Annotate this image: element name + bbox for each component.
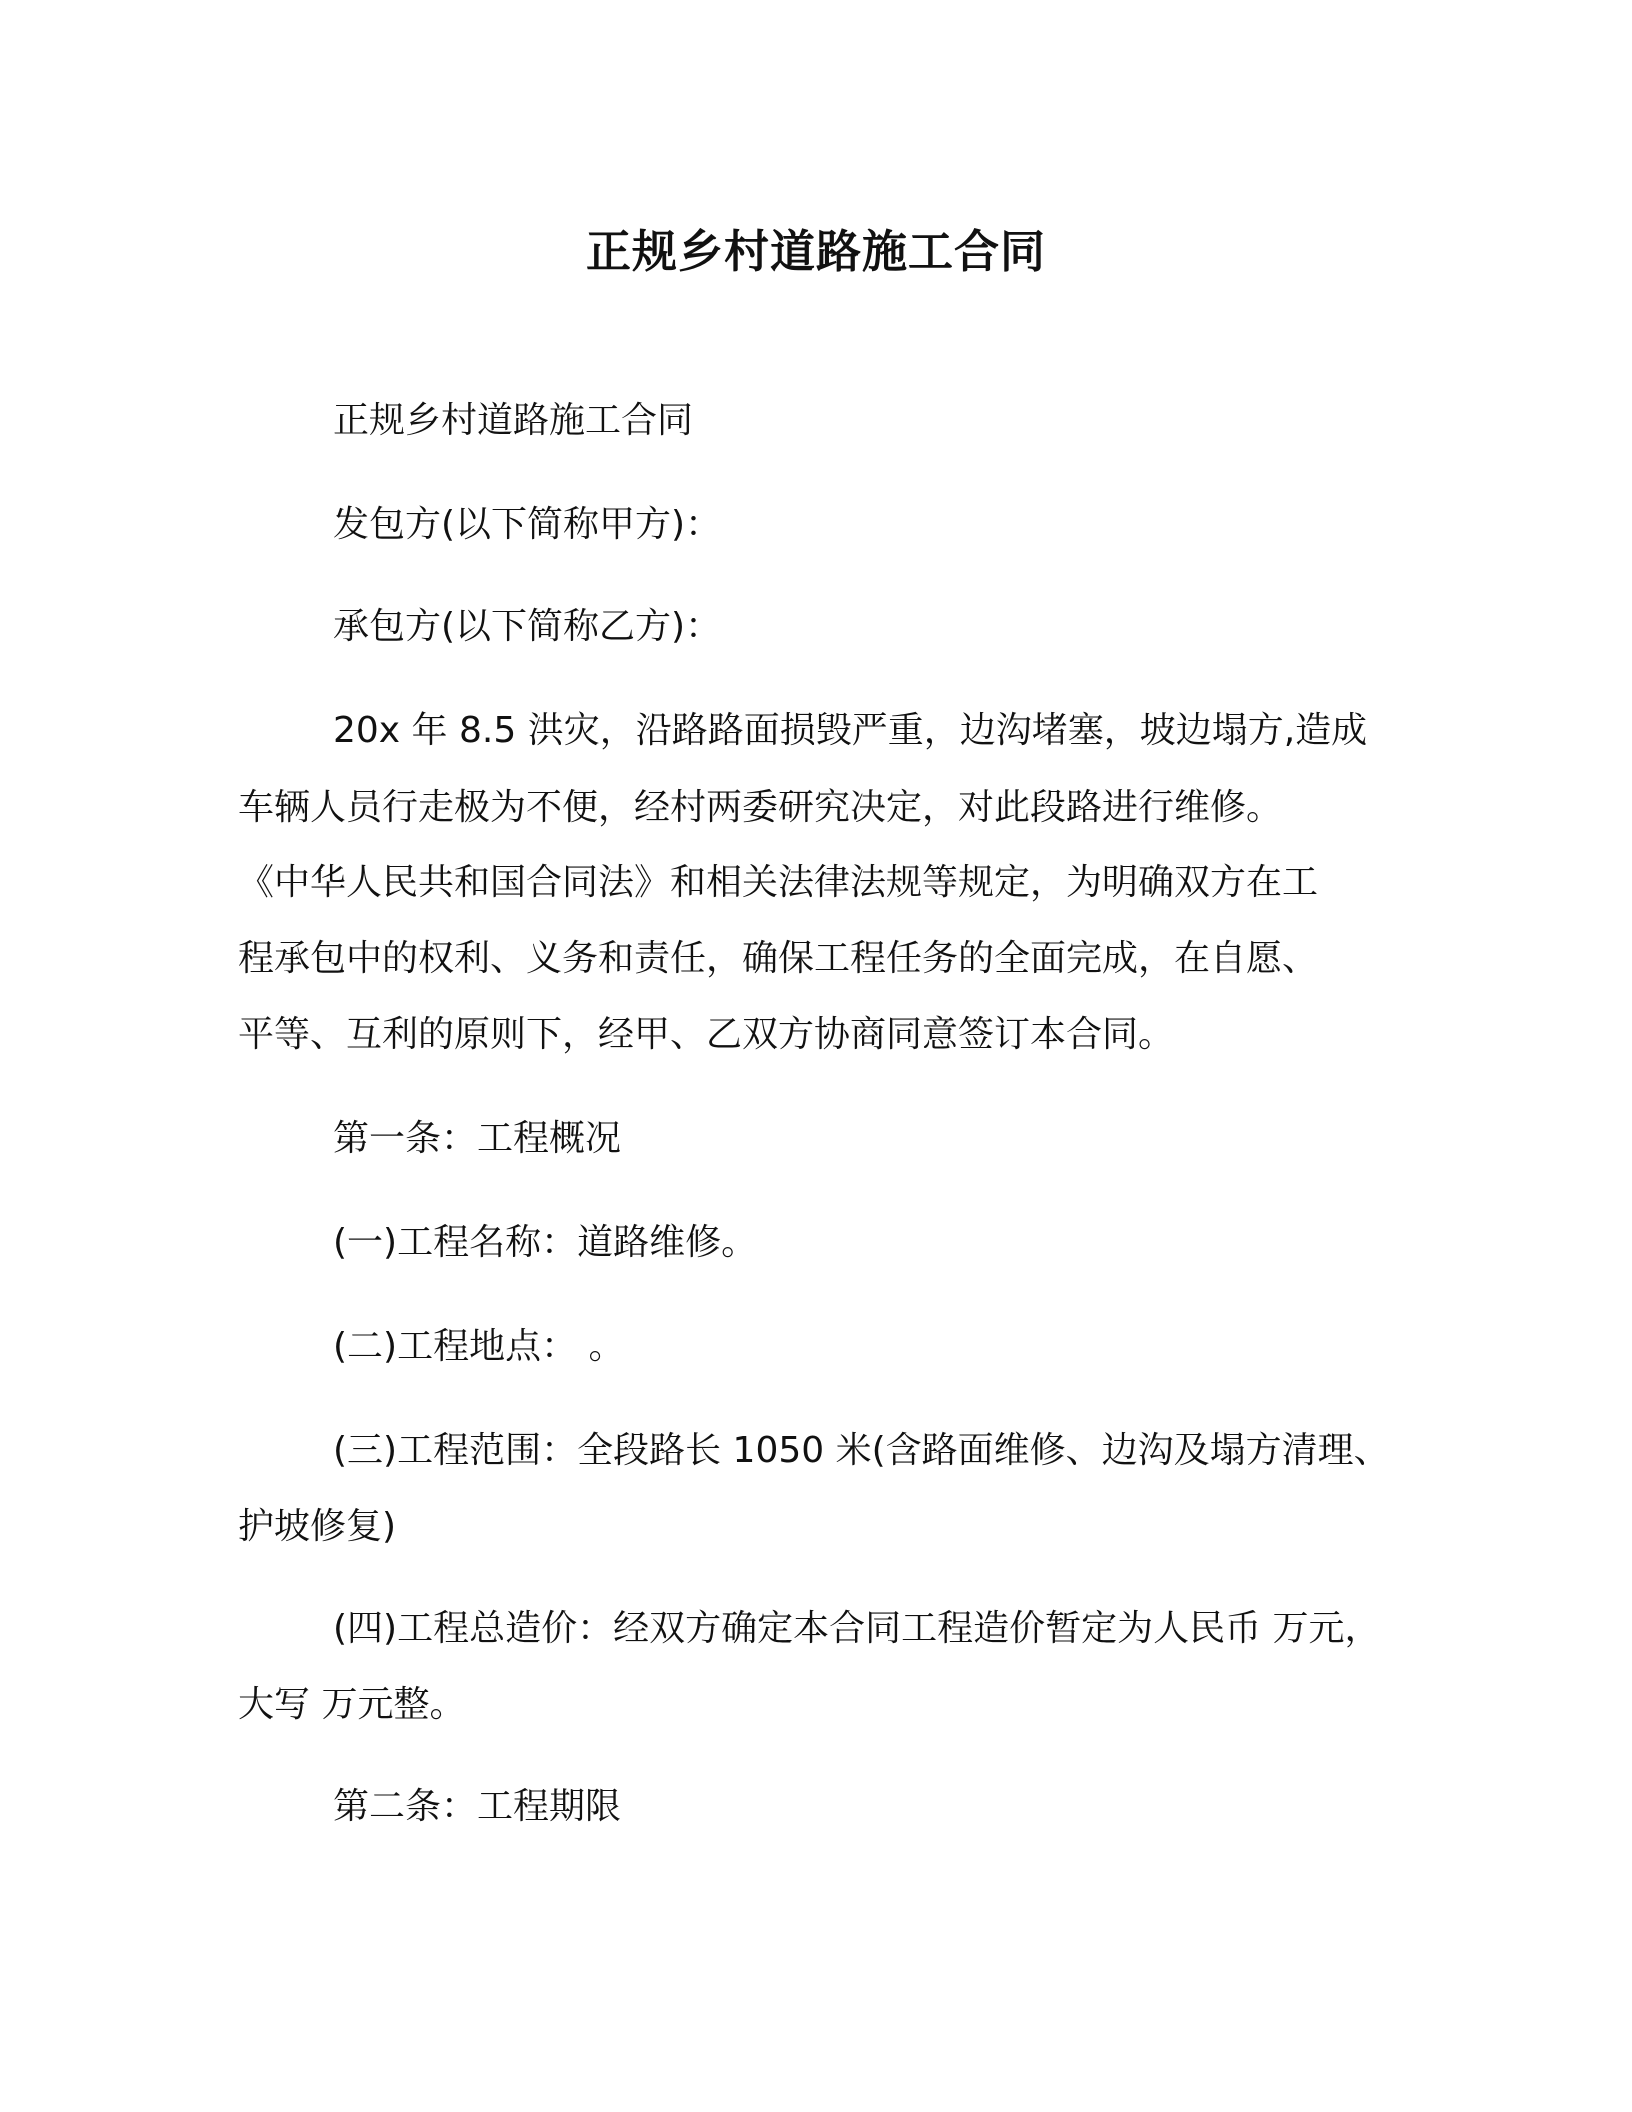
project-cost-line-1: (四)工程总造价：经双方确定本合同工程造价暂定为人民币 万元， (333, 1608, 1381, 1649)
background-paragraph-line-4: 程承包中的权利、义务和责任，确保工程任务的全面完成，在自愿、 (238, 938, 1319, 979)
project-scope-line-1: (三)工程范围：全段路长 1050 米(含路面维修、边沟及塌方清理、 (333, 1430, 1390, 1471)
background-paragraph-line-5: 平等、互利的原则下，经甲、乙双方协商同意签订本合同。 (238, 1014, 1175, 1055)
contract-heading: 正规乡村道路施工合同 (333, 400, 694, 441)
project-scope-line-2: 护坡修复) (238, 1506, 397, 1547)
party-b-line: 承包方(以下简称乙方)： (333, 606, 722, 647)
project-cost-line-2: 大写 万元整。 (238, 1684, 466, 1725)
background-paragraph-line-2: 车辆人员行走极为不便，经村两委研究决定，对此段路进行维修。 (238, 787, 1283, 828)
project-name-line: (一)工程名称：道路维修。 (333, 1222, 758, 1263)
background-paragraph-line-1: 20x 年 8.5 洪灾，沿路路面损毁严重，边沟堵塞，坡边塌方,造成 (333, 710, 1368, 751)
background-paragraph-line-3: 《中华人民共和国合同法》和相关法律法规等规定，为明确双方在工 (238, 862, 1319, 903)
party-a-line: 发包方(以下简称甲方)： (333, 504, 722, 545)
article-one-heading: 第一条：工程概况 (333, 1118, 622, 1159)
document-title: 正规乡村道路施工合同 (585, 225, 1046, 278)
article-two-heading: 第二条：工程期限 (333, 1786, 622, 1827)
project-location-line: (二)工程地点： 。 (333, 1326, 625, 1367)
